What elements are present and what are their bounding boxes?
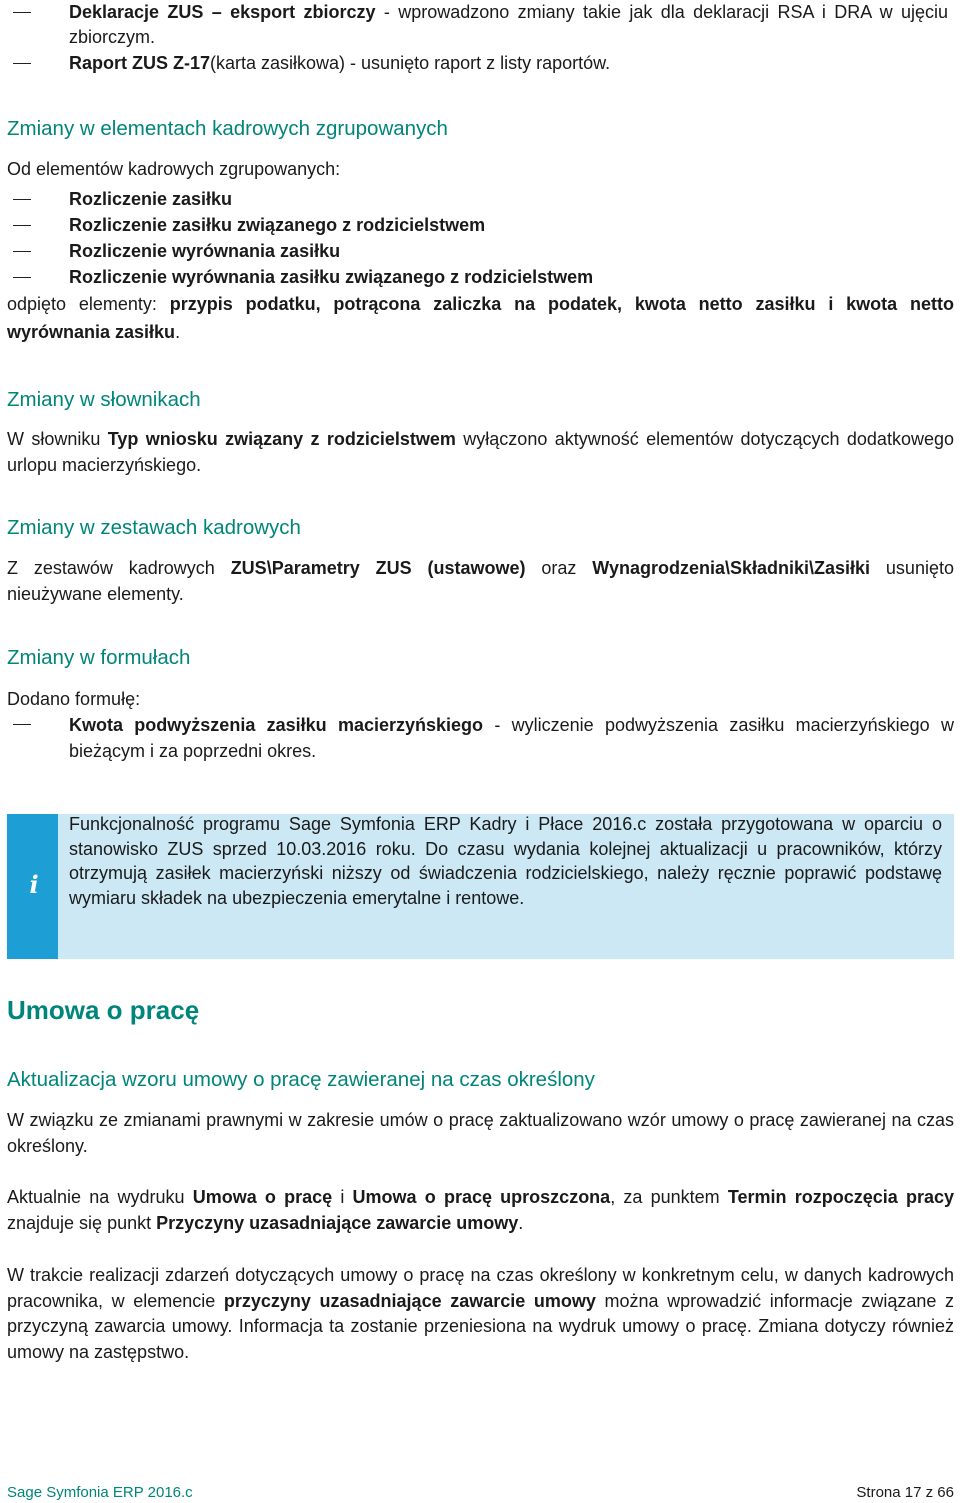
page-title: Umowa o pracę — [7, 995, 200, 1025]
bold-text: ZUS\Parametry ZUS (ustawowe) — [230, 558, 526, 578]
bullet-bold: Kwota podwyższenia zasiłku macierzyńskiego — [69, 715, 484, 735]
paragraph — [7, 290, 954, 346]
list-item — [7, 213, 954, 238]
text: usunięto nieużywane elementy. — [7, 558, 954, 604]
text: W trakcie realizacji zdarzeń dotyczących umowy o pracę na czas określony w konkretnym celu, w danych kadrowych pracownika, w elemencie — [7, 1265, 954, 1311]
list-item-label: Rozliczenie wyrównania zasiłku związanego z rodzicielstwem — [69, 267, 594, 287]
text: wyłączono aktywność elementów dotyczących dodatkowego urlopu macierzyńskiego. — [7, 429, 954, 475]
text: W słowniku — [7, 429, 108, 449]
text: można wprowadzić informacje związane z przyczyną zawarcia umowy. Informacja ta zostanie przeniesiona na wydruk umowy o pracę. Zmiana dotyczy również umowy na zastępstwo. — [7, 1290, 954, 1362]
bullet-bold: Raport ZUS Z-17 — [69, 53, 211, 73]
list-item — [7, 239, 954, 264]
footer-page-number: Strona 17 z 66 — [856, 1484, 954, 1501]
info-icon: i — [29, 870, 39, 899]
bullet-text: - wprowadzono zmiany takie jak dla deklaracji RSA i DRA w ujęciu zbiorczym. — [69, 2, 949, 47]
footer-product-name: Sage Symfonia ERP 2016.c — [7, 1484, 193, 1501]
info-stripe — [7, 814, 58, 959]
text: i — [332, 1187, 353, 1207]
bold-text: przypis podatku, potrącona zaliczka na podatek, kwota netto zasiłku i kwota netto wyrównania zasiłku — [7, 294, 954, 342]
list-item — [7, 187, 954, 212]
section-heading: Zmiany w elementach kadrowych zgrupowanych — [7, 117, 448, 140]
dash-bullet — [7, 51, 69, 76]
text: . — [518, 1212, 524, 1233]
dash-bullet — [7, 265, 69, 290]
bullet-text: - wyliczenie podwyższenia zasiłku macierzyńskiego w bieżącym i za poprzedni okres. — [69, 715, 954, 761]
bold-text: Termin rozpoczęcia pracy — [727, 1187, 954, 1207]
section-heading: Zmiany w zestawach kadrowych — [7, 516, 301, 539]
dash-bullet — [7, 712, 69, 764]
dash-bullet — [7, 213, 69, 238]
bullet-bold: Deklaracje ZUS – eksport zbiorczy — [69, 2, 376, 22]
list-item-label: Rozliczenie zasiłku związanego z rodzicielstwem — [69, 215, 486, 235]
list-item — [7, 265, 954, 290]
dash-bullet — [7, 0, 69, 49]
text: odpięto elementy: — [7, 294, 170, 314]
section-heading: Zmiany w słownikach — [7, 388, 201, 411]
bullet-text: (karta zasiłkowa) - usunięto raport z listy raportów. — [210, 53, 611, 73]
bold-text: Typ wniosku związany z rodzicielstwem — [107, 429, 456, 449]
paragraph: W związku ze zmianami prawnymi w zakresie umów o pracę zaktualizowano wzór umowy o pracę zawieranej na czas określony. — [7, 1110, 954, 1156]
bold-text: Umowa o pracę uproszczona — [352, 1187, 611, 1207]
bold-text: przyczyny uzasadniające zawarcie umowy — [223, 1290, 596, 1311]
list-item-label: Rozliczenie wyrównania zasiłku — [69, 241, 341, 261]
info-paragraph: Funkcjonalność programu Sage Symfonia ERP Kadry i Płace 2016.c została przygotowana w oparciu o stanowisko ZUS sprzed 10.03.2016 roku. Do czasu wydania kolejnej aktualizacji u pracowników, którzy otrzymują zasiłek macierzyński niższy od świadczenia rodzicielskiego, należy ręcznie poprawić podstawę wymiaru składek na ubezpieczenia emerytalne i rentowe. — [69, 814, 942, 908]
section-intro: Dodano formułę: — [7, 689, 141, 709]
bold-text: Umowa o pracę — [192, 1187, 333, 1207]
text: oraz — [525, 558, 593, 578]
paragraph — [7, 1185, 954, 1236]
bold-text: Przyczyny uzasadniające zawarcie umowy — [156, 1212, 519, 1233]
bold-text: Wynagrodzenia\Składniki\Zasiłki — [592, 558, 871, 578]
section-heading: Aktualizacja wzoru umowy o pracę zawieranej na czas określony — [7, 1068, 595, 1091]
text: Z zestawów kadrowych — [7, 558, 231, 578]
section-heading: Zmiany w formułach — [7, 646, 191, 669]
text: . — [175, 322, 181, 342]
text: , za punktem — [610, 1187, 728, 1207]
text: znajduje się punkt — [7, 1212, 157, 1233]
text: Aktualnie na wydruku — [7, 1187, 193, 1207]
list-item — [7, 0, 954, 49]
list-item — [7, 712, 954, 764]
section-intro: Od elementów kadrowych zgrupowanych: — [7, 159, 341, 179]
dash-bullet — [7, 239, 69, 264]
list-item — [7, 51, 954, 76]
dash-bullet — [7, 187, 69, 212]
list-item-label: Rozliczenie zasiłku — [69, 189, 233, 209]
paragraph — [7, 556, 954, 607]
paragraph — [7, 1263, 954, 1365]
paragraph — [7, 427, 954, 478]
